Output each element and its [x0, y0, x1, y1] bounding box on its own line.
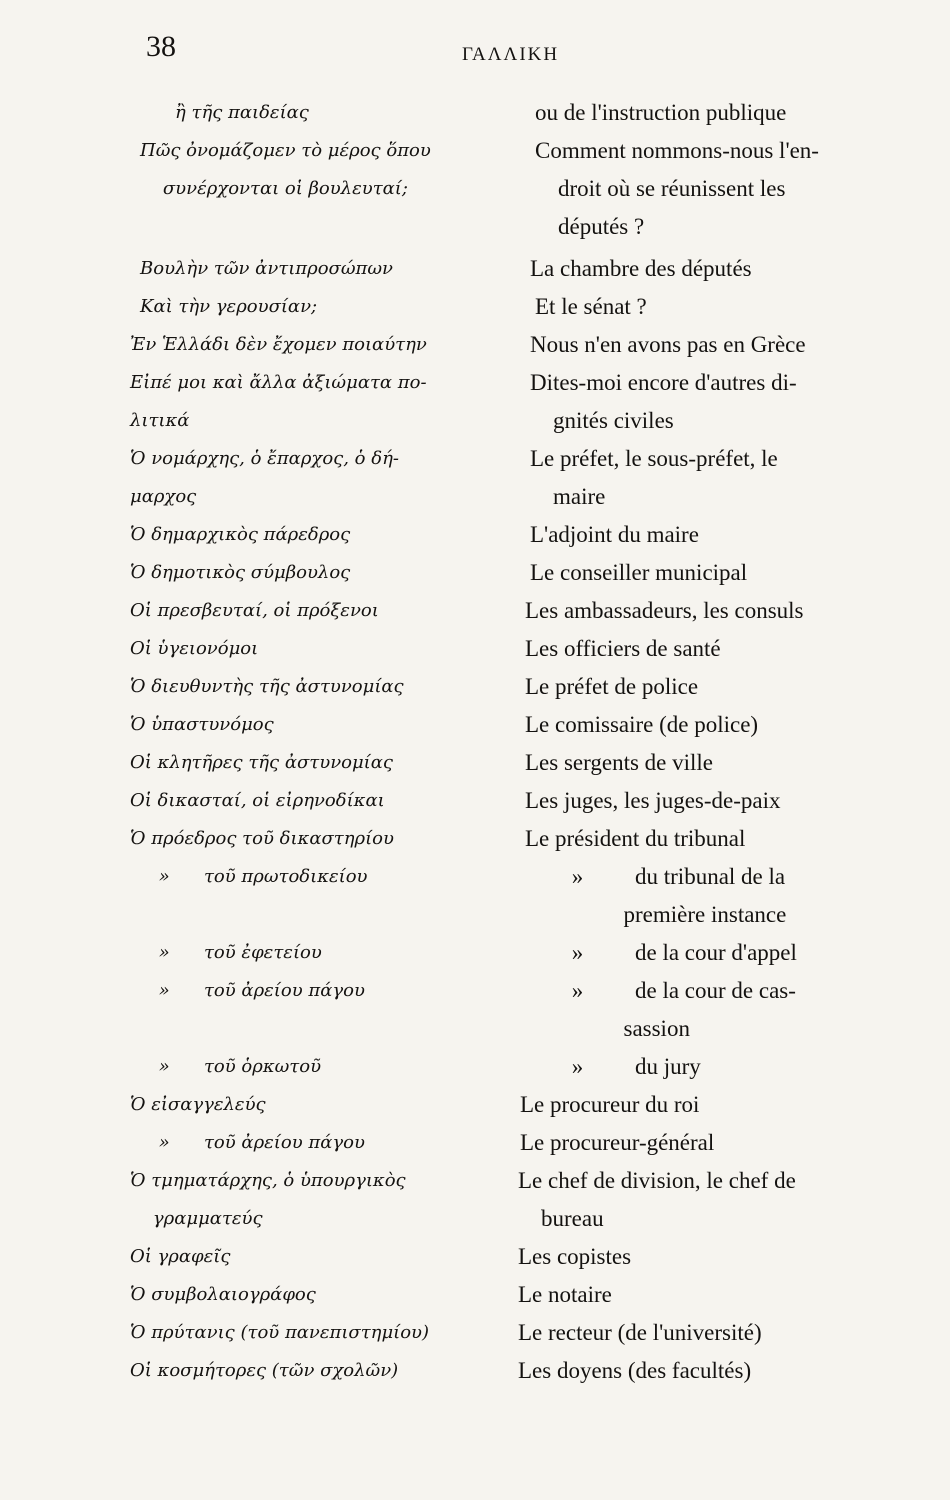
greek-phrase: ἢ τῆς παιδείας — [175, 102, 309, 123]
greek-phrase: Πῶς ὀνομάζομεν τὸ μέρος ὅπου συνέρχονται οἱ βουλευταί; — [140, 140, 431, 199]
greek-phrase: » τοῦ ὁρκωτοῦ — [130, 1056, 322, 1077]
greek-phrase: Ὁ νομάρχης, ὁ ἔπαρχος, ὁ δή- μαρχος — [130, 448, 399, 507]
greek-phrase: Ὁ τμηματάρχης, ὁ ὑπουργικὸς γραμματεύς — [130, 1170, 406, 1229]
greek-phrase: Ὁ διευθυντὴς τῆς ἀστυνομίας — [130, 676, 404, 697]
french-phrase: La chambre des députés — [530, 256, 752, 281]
french-phrase: Et le sénat ? — [535, 294, 647, 319]
french-phrase: Comment nommons-nous l'en- droit où se réunissent les députés ? — [535, 138, 819, 239]
greek-phrase: Ὁ δημαρχικὸς πάρεδρος — [130, 524, 351, 545]
greek-phrase: Ἐν Ἑλλάδι δὲν ἔχομεν ποιαύτην — [130, 334, 427, 355]
greek-phrase: Οἱ κλητῆρες τῆς ἀστυνομίας — [130, 752, 393, 773]
french-phrase: Les sergents de ville — [525, 750, 713, 775]
greek-phrase: » τοῦ πρωτοδικείου — [130, 866, 368, 887]
french-phrase: » du tribunal de la première instance — [571, 864, 787, 927]
french-phrase: Les juges, les juges-de-paix — [525, 788, 781, 813]
french-phrase: Les ambassadeurs, les consuls — [525, 598, 804, 623]
french-phrase: Le comissaire (de police) — [525, 712, 759, 737]
french-phrase: Le préfet de police — [525, 674, 699, 699]
running-header: ΓΑΛΛΙΚΗ — [462, 44, 560, 65]
french-phrase: Dites-moi encore d'autres di- gnités civiles — [530, 370, 797, 433]
greek-phrase: » τοῦ ἐφετείου — [130, 942, 322, 963]
french-phrase: Les officiers de santé — [525, 636, 721, 661]
french-phrase: Le président du tribunal — [525, 826, 746, 851]
french-phrase: Les doyens (des facultés) — [518, 1358, 752, 1383]
greek-phrase: Εἰπέ μοι καὶ ἄλλα ἀξιώματα πο- λιτικά — [130, 372, 427, 431]
french-phrase: Le procureur du roi — [520, 1092, 700, 1117]
greek-phrase: Οἱ δικασταί, οἱ εἰρηνοδίκαι — [130, 790, 385, 811]
greek-phrase: Ὁ συμβολαιογράφος — [130, 1284, 316, 1305]
greek-phrase: Οἱ ὑγειονόμοι — [130, 638, 259, 659]
french-phrase: Le préfet, le sous-préfet, le maire — [530, 446, 778, 509]
greek-phrase: Ὁ εἰσαγγελεύς — [130, 1094, 266, 1115]
french-phrase: Le notaire — [518, 1282, 612, 1307]
greek-phrase: Ὁ πρόεδρος τοῦ δικαστηρίου — [130, 828, 394, 849]
greek-phrase: » τοῦ ἀρείου πάγου — [130, 1132, 365, 1153]
greek-phrase: Ὁ δημοτικὸς σύμβουλος — [130, 562, 351, 583]
french-phrase: Le conseiller municipal — [530, 560, 748, 585]
french-phrase: Les copistes — [518, 1244, 632, 1269]
french-phrase: » de la cour de cas- sassion — [571, 978, 796, 1041]
french-phrase: » de la cour d'appel — [520, 940, 797, 965]
french-phrase: L'adjoint du maire — [530, 522, 699, 547]
french-phrase: » du jury — [520, 1054, 701, 1079]
french-phrase: Le chef de division, le chef de bureau — [518, 1168, 796, 1231]
greek-phrase: Καὶ τὴν γερουσίαν; — [140, 296, 318, 317]
greek-phrase: Οἱ γραφεῖς — [130, 1246, 231, 1267]
greek-phrase: Βουλὴν τῶν ἀντιπροσώπων — [140, 258, 393, 279]
french-phrase: Le recteur (de l'université) — [518, 1320, 762, 1345]
greek-phrase: Οἱ πρεσβευταί, οἱ πρόξενοι — [130, 600, 379, 621]
greek-phrase: » τοῦ ἀρείου πάγου — [130, 980, 365, 1001]
french-phrase: Le procureur-général — [520, 1130, 715, 1155]
greek-phrase: Ὁ πρύτανις (τοῦ πανεπιστημίου) — [130, 1322, 430, 1343]
page-number: 38 — [146, 30, 176, 63]
french-phrase: ou de l'instruction publique — [535, 100, 787, 125]
greek-phrase: Οἱ κοσμήτορες (τῶν σχολῶν) — [130, 1360, 399, 1381]
greek-phrase: Ὁ ὑπαστυνόμος — [130, 714, 274, 735]
french-phrase: Nous n'en avons pas en Grèce — [530, 332, 806, 357]
